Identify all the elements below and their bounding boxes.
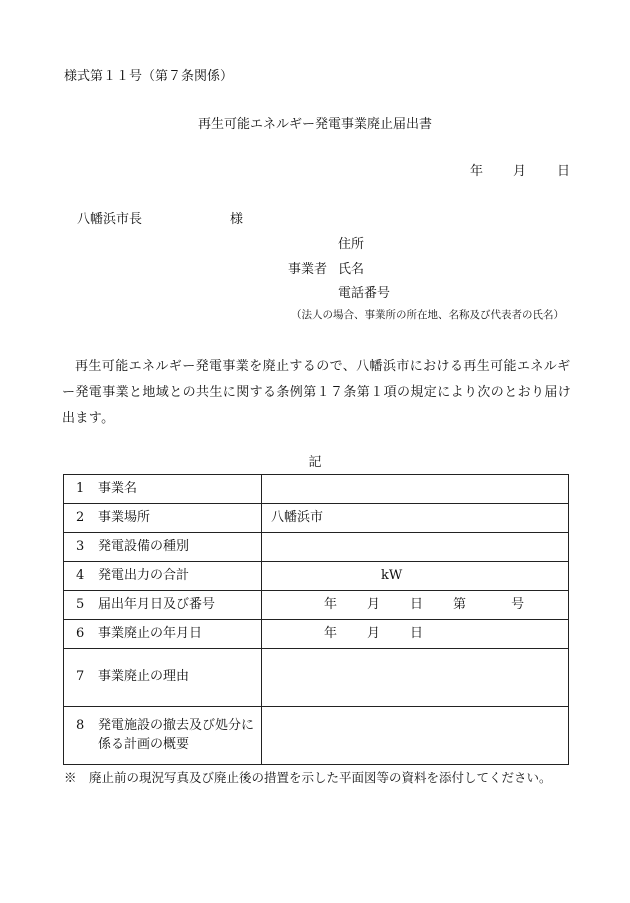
row-number: 1 — [76, 480, 85, 496]
notif-dai: 第 — [453, 596, 467, 612]
table-row — [64, 475, 569, 504]
row-label: 発電施設の撤去及び処分に係る計画の概要 — [98, 718, 255, 752]
phone-label: 電話番号 — [338, 286, 391, 301]
corporate-note: （法人の場合、事業所の所在地、名称及び代表者の氏名） — [291, 309, 564, 321]
address-label: 住所 — [338, 237, 365, 252]
notif-go: 号 — [511, 596, 525, 612]
date-day: 日 — [557, 164, 571, 179]
date-year: 年 — [470, 164, 484, 179]
row-number: 8 — [76, 718, 85, 734]
addressee-mayor: 八幡浜市長 — [77, 212, 143, 227]
name-label: 氏名 — [338, 262, 365, 277]
output-unit: kW — [381, 567, 403, 583]
footer-note: ※ 廃止前の現況写真及び廃止後の措置を示した平面図等の資料を添付してください。 — [64, 770, 552, 785]
notification-date-number-field[interactable] — [262, 591, 569, 620]
page-title: 再生可能エネルギー発電事業廃止届出書 — [197, 117, 432, 132]
row-number: 7 — [76, 669, 85, 685]
row-label: 事業廃止の理由 — [98, 669, 190, 685]
details-table — [63, 474, 569, 765]
table-row — [64, 620, 569, 649]
row-label: 事業廃止の年月日 — [98, 625, 203, 641]
notif-month: 月 — [367, 596, 381, 612]
removal-plan-field[interactable] — [262, 707, 569, 765]
disc-month: 月 — [367, 625, 381, 641]
row-number: 3 — [76, 538, 85, 554]
row-label: 発電出力の合計 — [98, 567, 190, 583]
row-label: 事業場所 — [98, 509, 151, 525]
table-row — [64, 562, 569, 591]
notif-year: 年 — [324, 596, 338, 612]
body-text: 再生可能エネルギー発電事業を廃止するので、八幡浜市における再生可能エネルギー発電事業と地域との共生に関する条例第１７条第１項の規定により次のとおり届け出ます。 — [62, 359, 572, 426]
notif-day: 日 — [410, 596, 424, 612]
date-month: 月 — [513, 164, 527, 179]
table-row — [64, 649, 569, 707]
disc-day: 日 — [410, 625, 424, 641]
total-output-field[interactable] — [262, 562, 569, 591]
row-number: 6 — [76, 625, 85, 641]
row-number: 5 — [76, 596, 85, 612]
ki-heading: 記 — [308, 455, 322, 470]
row-label: 事業名 — [98, 480, 138, 496]
business-name-field[interactable] — [262, 475, 569, 504]
row-number: 4 — [76, 567, 85, 583]
business-location-field[interactable] — [262, 504, 569, 533]
discontinuation-date-field[interactable] — [262, 620, 569, 649]
table-row — [64, 533, 569, 562]
operator-label: 事業者 — [288, 262, 328, 277]
addressee-honorific: 様 — [230, 212, 244, 227]
row-number: 2 — [76, 509, 85, 525]
submission-date — [470, 165, 570, 178]
row-label: 発電設備の種別 — [98, 538, 190, 554]
table-row — [64, 591, 569, 620]
table-row — [64, 707, 569, 765]
equipment-type-field[interactable] — [262, 533, 569, 562]
row-label: 届出年月日及び番号 — [98, 596, 216, 612]
location-value: 八幡浜市 — [271, 509, 324, 525]
disc-year: 年 — [324, 625, 338, 641]
discontinuation-reason-field[interactable] — [262, 649, 569, 707]
table-row — [64, 504, 569, 533]
form-number: 様式第１１号（第７条関係） — [64, 69, 234, 84]
